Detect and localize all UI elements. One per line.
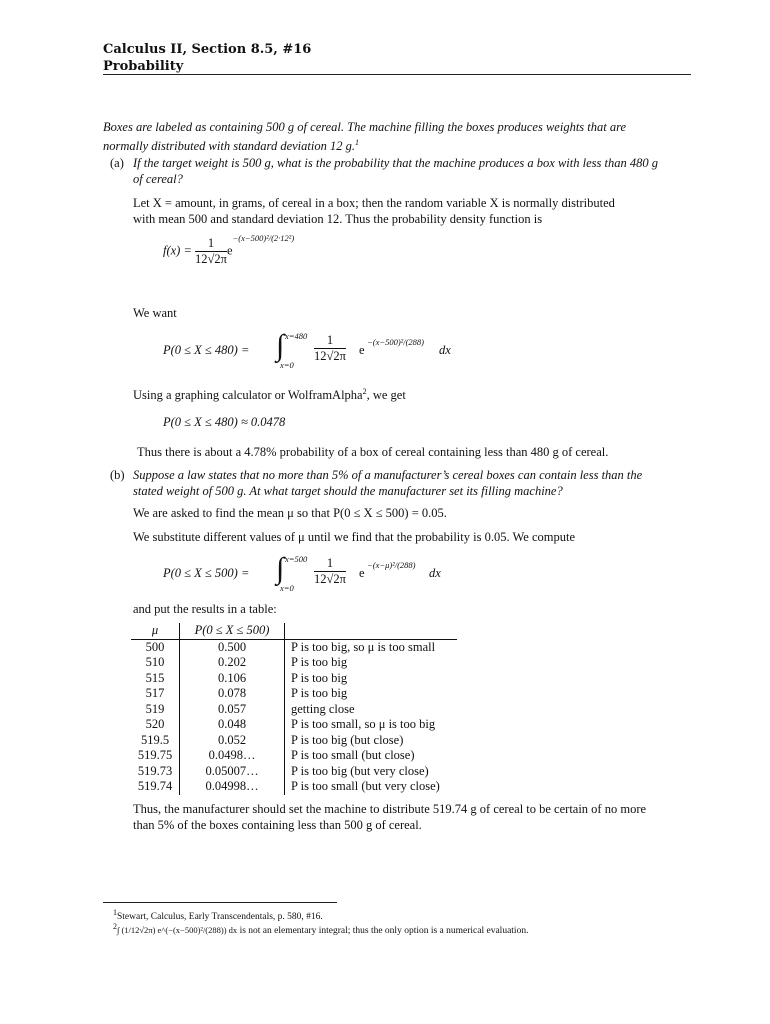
- integral-b-denominator: 12√2π: [314, 572, 346, 586]
- cell-probability: 0.202: [180, 655, 285, 671]
- course-title: Calculus II, Section 8.5, #16: [103, 42, 312, 57]
- integral-b-e: e: [359, 566, 365, 580]
- part-b-substitute: We substitute different values of μ until we find that the probability is 0.05. We compute: [133, 530, 575, 544]
- part-a-question-line-1: If the target weight is 500 g, what is the probability that the machine produces a box with less than 480 g: [133, 156, 658, 170]
- final-line-2: than 5% of the boxes containing less than 500 g of cereal.: [133, 818, 422, 832]
- cell-mu: 519.73: [131, 764, 180, 780]
- cell-comment: P is too small (but close): [291, 748, 415, 762]
- integral-a-dx: dx: [439, 343, 451, 357]
- intro-line-1: Boxes are labeled as containing 500 g of cereal. The machine filling the boxes produces weights that are: [103, 120, 627, 134]
- part-b-question: [133, 467, 693, 499]
- calc-tail: , we get: [366, 388, 406, 403]
- integral-a-exponent: −(x−500)²/(288): [367, 337, 424, 347]
- integral-b-lhs: P(0 ≤ X ≤ 500) =: [163, 566, 250, 580]
- integral-b-numerator: 1: [314, 556, 346, 572]
- cell-mu: 510: [131, 655, 180, 671]
- header-mu: μ: [131, 623, 180, 639]
- pdf-formula: [163, 233, 295, 267]
- intro-paragraph: [103, 119, 693, 154]
- cell-probability: 0.500: [180, 639, 285, 655]
- pdf-numerator: 1: [195, 236, 227, 252]
- cell-probability: 0.078: [180, 686, 285, 702]
- header-comment: [285, 623, 458, 639]
- integral-a-fraction: [314, 333, 346, 364]
- table-row: [131, 717, 457, 733]
- part-b-label: (b): [110, 468, 125, 482]
- part-b-question-line-1: Suppose a law states that no more than 5% of a manufacturer’s cereal boxes can contain less than the: [133, 468, 643, 482]
- cell-probability: 0.057: [180, 702, 285, 718]
- integral-a-lower: x=0: [280, 360, 294, 370]
- part-a-setup: [133, 195, 693, 227]
- integral-b-dx: dx: [429, 566, 441, 580]
- cell-probability: 0.048: [180, 717, 285, 733]
- table-header-row: [131, 623, 457, 639]
- footnote-rule: [103, 902, 337, 903]
- cell-comment: P is too big: [291, 670, 348, 685]
- part-a-question-line-2: of cereal?: [133, 172, 183, 186]
- table-row: [131, 702, 457, 718]
- cell-mu: 519.74: [131, 779, 180, 795]
- integral-a-upper: x=480: [285, 331, 308, 341]
- cell-comment: P is too big, so μ is too small: [291, 639, 436, 654]
- intro-line-2: normally distributed with standard deviation 12 g.: [103, 139, 355, 154]
- part-b-question-line-2: stated weight of 500 g. At what target should the manufacturer set its filling machine?: [133, 484, 563, 498]
- integral-a-numerator: 1: [314, 333, 346, 349]
- part-a-setup-line-1: Let X = amount, in grams, of cereal in a box; then the random variable X is normally distributed: [133, 196, 615, 210]
- table-row: [131, 686, 457, 702]
- pdf-exp-base: e: [226, 243, 233, 258]
- part-b-ask: We are asked to find the mean μ so that P(0 ≤ X ≤ 500) = 0.05.: [133, 506, 447, 520]
- integral-b: [163, 552, 493, 596]
- pdf-denominator: 12√2π: [195, 252, 227, 266]
- cell-mu: 519.5: [131, 733, 180, 749]
- integral-a-lhs: P(0 ≤ X ≤ 480) =: [163, 343, 250, 357]
- final-conclusion: [133, 801, 693, 833]
- cell-probability: 0.052: [180, 733, 285, 749]
- part-a-conclusion: Thus there is about a 4.78% probability of a box of cereal containing less than 480 g of cereal.: [137, 445, 609, 459]
- cell-probability: 0.04998…: [180, 779, 285, 795]
- integral-b-sign: ∫: [276, 552, 285, 585]
- footnote-2: [113, 921, 528, 937]
- cell-probability: 0.0498…: [180, 748, 285, 764]
- part-a-label: (a): [110, 156, 124, 170]
- table-row: [131, 733, 457, 749]
- integral-b-upper: x=500: [285, 554, 308, 564]
- topic-title: Probability: [103, 59, 184, 74]
- part-a-question: [133, 155, 693, 187]
- header-rule: [103, 74, 691, 75]
- cell-mu: 517: [131, 686, 180, 702]
- pdf-lhs: f(x) =: [163, 243, 192, 258]
- footnote-1-text: Stewart, Calculus, Early Transcendentals, p. 580, #16.: [117, 912, 323, 923]
- integral-b-exponent: −(x−μ)²/(288): [367, 560, 416, 570]
- calc-line: [133, 384, 406, 403]
- cell-comment: P is too small (but very close): [291, 779, 440, 793]
- cell-probability: 0.05007…: [180, 764, 285, 780]
- integral-b-fraction: [314, 556, 346, 587]
- part-a-setup-line-2: with mean 500 and standard deviation 12. Thus the probability density function is: [133, 212, 543, 226]
- cell-comment: P is too big (but very close): [291, 763, 429, 778]
- footnote-2-expr: ∫ (1/12√2π) e^(−(x−500)²/(288)) dx: [117, 925, 238, 936]
- integral-a-sign: ∫: [276, 329, 285, 362]
- calc-text: Using a graphing calculator or WolframAlpha: [133, 388, 363, 403]
- cell-mu: 515: [131, 671, 180, 687]
- table-row: [131, 671, 457, 687]
- footnote-2-text: is not an elementary integral; thus the only option is a numerical evaluation.: [239, 926, 529, 937]
- cell-comment: P is too big (but close): [291, 732, 404, 747]
- table-row: [131, 779, 457, 795]
- cell-mu: 519.75: [131, 748, 180, 764]
- cell-mu: 519: [131, 702, 180, 718]
- cell-comment: P is too big: [291, 686, 348, 700]
- pdf-fraction: [195, 236, 227, 267]
- document-header: [103, 41, 311, 75]
- results-table: [131, 623, 457, 795]
- footnote-2-mark: 2: [113, 922, 117, 931]
- footnote-ref-2: 2: [362, 387, 367, 396]
- integral-a-e: e: [359, 343, 365, 357]
- cell-mu: 500: [131, 639, 180, 655]
- table-row: [131, 639, 457, 655]
- cell-comment: P is too big: [291, 655, 348, 669]
- final-line-1: Thus, the manufacturer should set the machine to distribute 519.74 g of cereal to be certain of no more: [133, 802, 647, 816]
- table-intro: and put the results in a table:: [133, 602, 277, 616]
- approx-result: P(0 ≤ X ≤ 480) ≈ 0.0478: [163, 415, 286, 429]
- integral-a: [163, 329, 493, 373]
- cell-probability: 0.106: [180, 671, 285, 687]
- footnote-ref-1: 1: [354, 138, 359, 147]
- header-probability: P(0 ≤ X ≤ 500): [180, 623, 285, 639]
- cell-comment: P is too small, so μ is too big: [291, 717, 436, 731]
- cell-mu: 520: [131, 717, 180, 733]
- integral-b-lower: x=0: [280, 583, 294, 593]
- results-table-wrap: [131, 623, 457, 795]
- footnote-1-mark: 1: [113, 908, 117, 917]
- we-want-text: We want: [133, 306, 177, 320]
- table-row: [131, 764, 457, 780]
- table-row: [131, 655, 457, 671]
- table-row: [131, 748, 457, 764]
- integral-a-denominator: 12√2π: [314, 349, 346, 363]
- pdf-exponent: −(x−500)²/(2·12²): [232, 233, 295, 244]
- cell-comment: getting close: [291, 701, 355, 716]
